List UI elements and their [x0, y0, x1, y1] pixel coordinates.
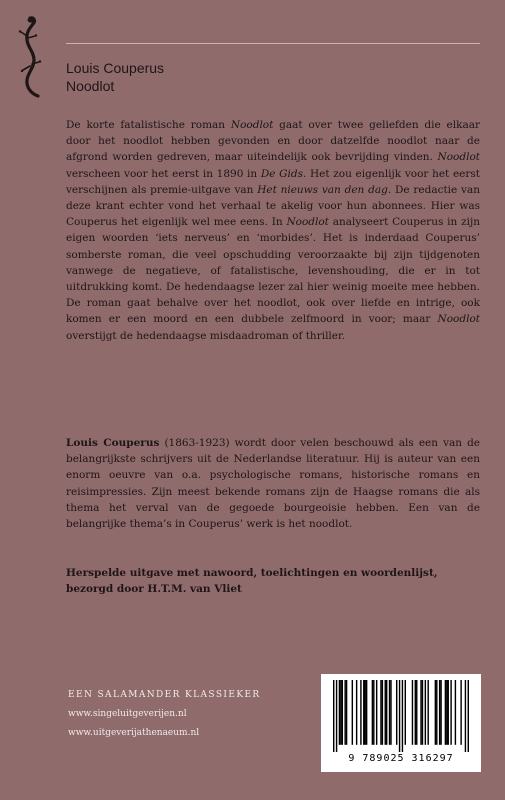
italic-title-text: Noodlot [437, 151, 480, 164]
barcode-bar [366, 680, 367, 745]
barcode-bar [425, 680, 426, 745]
barcode-bar [439, 680, 440, 745]
edition-credits [66, 565, 480, 597]
barcode-bar [448, 680, 449, 745]
italic-title-text: Noodlot [286, 216, 329, 229]
barcode-bar [382, 680, 383, 745]
synopsis-text: analyseert Couperus in zijn eigen woorden ‘iets nerveus’ en ‘morbides’. Het is inderdaad Couperus’ somberste roman, die veel opschudding veroorzaakte bij zijn tijdgenoten vanwege de negatieve, of fatalistische, levenshouding, die er in tot uitdrukking komt. De hedendaagse lezer zal hier weinig moeite mee hebben. De roman gaat behalve over het noodlot, ook over liefde en intrige, ook komen er een moord en een dubbele zelfmoord in voor; maar [66, 216, 480, 326]
bio-text: (1863-1923) wordt door velen beschouwd als een van de belangrijkste schrijvers uit de Nederlandse literatuur. Hij is auteur van een enorm oeuvre van o.a. psychologische romans, historische romans en reisimpressies. Zijn meest bekende romans zijn de Haagse romans die als thema het verval van de gegoede bourgeoisie hebben. Een van de belangrijke thema’s in Couperus’ werk is het noodlot. [66, 437, 481, 531]
barcode-bar [380, 680, 381, 745]
header-divider [66, 43, 480, 44]
italic-title-text: De Gids [260, 167, 304, 180]
synopsis-text: . De redactie van deze krant echter vond het verhaal te akelig voor hun abonnees. Hier was Couperus het eigenlijk wel mee eens. In [66, 183, 481, 229]
barcode-bar [440, 680, 441, 745]
barcode-bar [385, 680, 386, 745]
barcode-bar [412, 680, 413, 745]
barcode-bar [344, 680, 345, 745]
synopsis-text: verscheen voor het eerst in 1890 in [66, 167, 261, 180]
credits-line-2: bezorgd door H.T.M. van Vliet [66, 583, 242, 596]
barcode-bar [455, 680, 456, 745]
barcode-bar [405, 680, 406, 745]
synopsis-text: overstijgt de hedendaagse misdaadroman of thriller. [66, 329, 346, 342]
barcode-bar [420, 680, 421, 745]
barcode-bar [416, 680, 417, 745]
barcode-bar [356, 680, 357, 745]
barcode-bar [436, 680, 437, 745]
barcode-bar [346, 680, 347, 745]
barcode-bar [468, 680, 469, 752]
barcode-bar [435, 680, 436, 745]
author-bio-paragraph [66, 435, 480, 532]
synopsis-text: gaat over twee geliefden die elkaar door het noodlot hebben gevonden en door datzelfde noodlot naar de afgrond worden gedreven, maar uiteindelijk ook bevrijding vinden. [66, 119, 480, 164]
barcode-bar [389, 680, 390, 745]
credits-line-1: Herspelde uitgave met nawoord, toelichtingen en woordenlijst, [66, 567, 438, 579]
synopsis-text: . Het zou eigenlijk voor het eerst verschijnen als premie-uitgave van [66, 167, 480, 196]
barcode-bar [399, 680, 400, 752]
barcode-bar [460, 680, 461, 745]
barcode-bar [402, 680, 403, 752]
italic-title-text: Noodlot [437, 313, 480, 326]
barcode-bar [363, 680, 364, 745]
isbn-number: 9 789025 316297 [348, 753, 454, 764]
barcode-bar [390, 680, 391, 745]
italic-title-text: Noodlot [230, 119, 274, 131]
barcode-bar [415, 680, 416, 745]
barcode-bar [364, 680, 365, 745]
barcode-bar [446, 680, 447, 745]
barcode-bar [373, 680, 374, 745]
barcode-bar [386, 680, 387, 745]
book-title: Noodlot [66, 78, 115, 94]
barcode-bar [450, 680, 451, 745]
barcode-bar [427, 680, 428, 745]
publisher-url-athenaeum[interactable]: www.uitgeverijathenaeum.nl [68, 728, 200, 738]
barcode-bar [339, 680, 340, 745]
synopsis-paragraph [66, 117, 480, 344]
publisher-url-singel[interactable]: www.singeluitgeverijen.nl [68, 709, 187, 719]
bio-author-name: Louis Couperus [66, 437, 160, 449]
barcode-bar [465, 680, 466, 752]
barcode-bar [360, 680, 361, 745]
barcode-bar [396, 680, 397, 745]
barcode-bar [342, 680, 343, 745]
barcode-bar [445, 680, 446, 745]
salamander-icon [8, 14, 54, 100]
barcode-bar [336, 680, 337, 752]
barcode-bar [422, 680, 423, 745]
italic-title-text: Het nieuws van den dag [257, 183, 388, 196]
synopsis-text: De korte fatalistische roman [66, 119, 231, 131]
isbn-barcode [321, 674, 481, 772]
author-name: Louis Couperus [66, 60, 165, 76]
barcode-bars [333, 680, 469, 752]
barcode-bar [376, 680, 377, 745]
barcode-bar [352, 680, 353, 745]
barcode-bar [340, 680, 341, 745]
barcode-bar [372, 680, 373, 745]
barcode-bar [333, 680, 334, 752]
series-label: EEN SALAMANDER KLASSIEKER [68, 690, 261, 700]
